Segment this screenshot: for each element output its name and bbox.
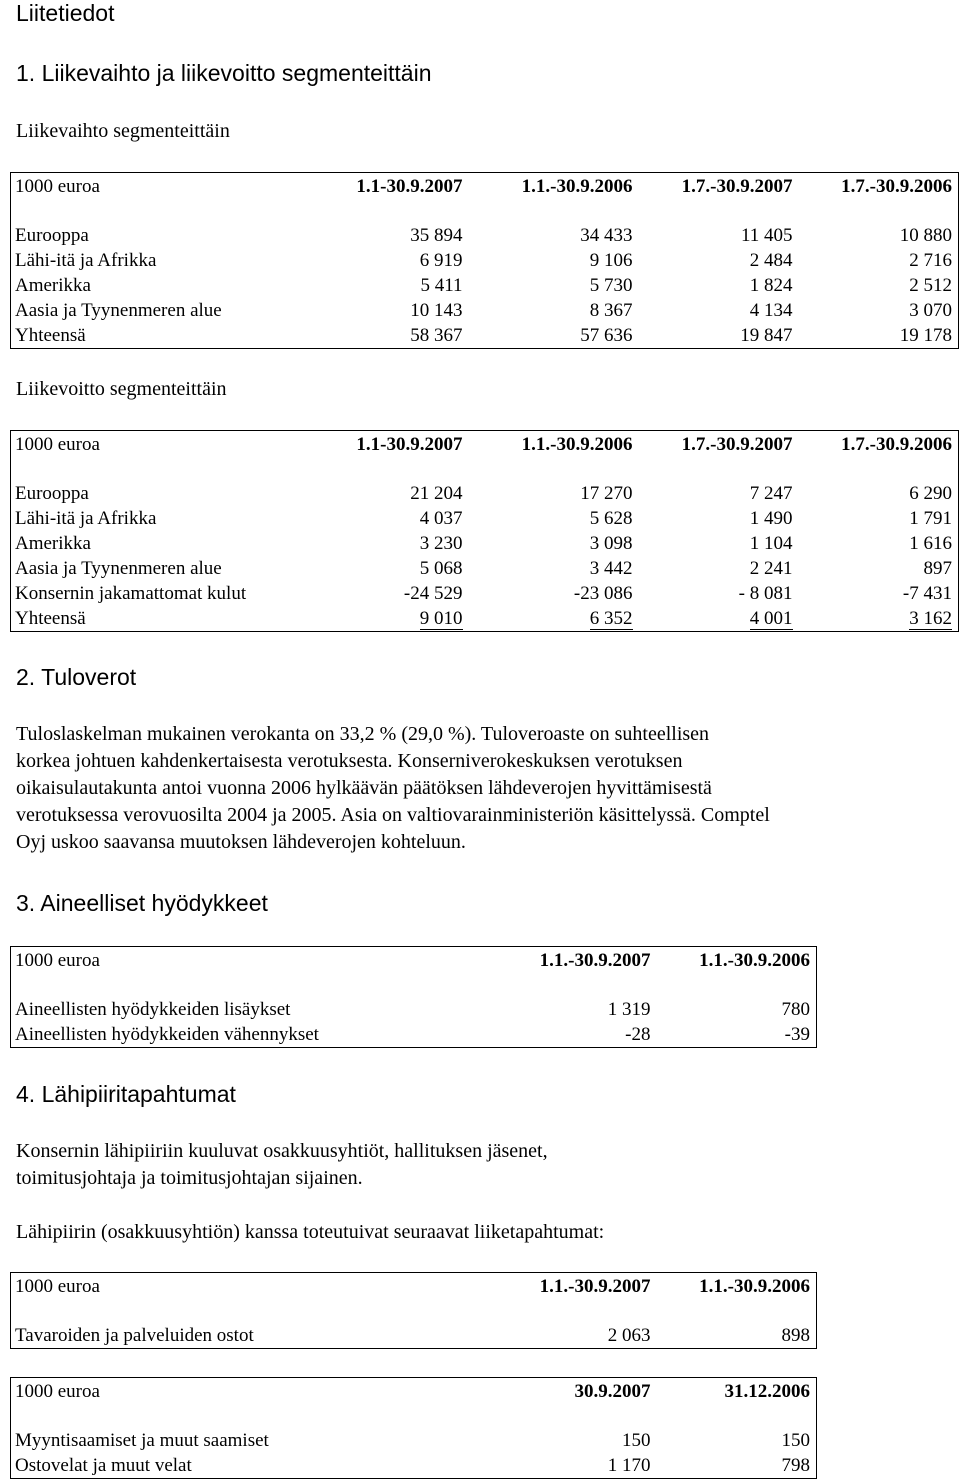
table-row <box>11 1022 817 1048</box>
cell: 3 162 <box>909 608 952 629</box>
header-col: 31.12.2006 <box>724 1380 810 1402</box>
cell: -7 431 <box>902 583 952 604</box>
cell: 1 319 <box>607 999 651 1020</box>
cell: - 8 081 <box>738 583 793 604</box>
row-label: Aasia ja Tyynenmeren alue <box>15 558 222 579</box>
header-unit: 1000 euroa <box>15 1380 100 1402</box>
row-label: Lähi-itä ja Afrikka <box>15 250 157 271</box>
cell: 3 070 <box>909 300 952 321</box>
cell: 6 352 <box>589 608 633 629</box>
header-col: 1.1.-30.9.2007 <box>539 1275 651 1297</box>
cell: 35 894 <box>410 225 463 246</box>
cell: 5 628 <box>589 508 633 529</box>
row-label: Amerikka <box>15 533 91 554</box>
paragraph-line: verotuksessa verovuosilta 2004 ja 2005. Asia on valtiovarainministeriön käsittelyssä. Comptel <box>16 804 770 826</box>
page-title: Liitetiedot <box>16 0 115 26</box>
cell: 2 063 <box>607 1325 651 1346</box>
table-row <box>11 556 959 581</box>
header-col: 1.7.-30.9.2007 <box>681 433 793 455</box>
cell: -39 <box>784 1024 810 1045</box>
cell: 2 241 <box>749 558 793 579</box>
cell: 1 170 <box>607 1455 651 1476</box>
tax-paragraph <box>16 721 946 856</box>
table-row <box>11 997 817 1022</box>
revenue-table <box>10 172 959 349</box>
cell: 1 791 <box>909 508 952 529</box>
header-col: 1.1.-30.9.2006 <box>521 433 633 455</box>
cell: 10 880 <box>899 225 952 246</box>
header-col: 1.7.-30.9.2006 <box>841 175 952 197</box>
cell: 8 367 <box>589 300 633 321</box>
header-col: 1.7.-30.9.2007 <box>681 175 793 197</box>
related-party-paragraph <box>16 1138 916 1192</box>
cell: 9 106 <box>589 250 633 271</box>
table-header-row <box>11 431 959 458</box>
header-col: 1.1.-30.9.2007 <box>539 949 651 971</box>
table-header-row <box>11 173 959 200</box>
header-unit: 1000 euroa <box>15 433 100 455</box>
table-row <box>11 531 959 556</box>
table-header-row <box>11 1273 817 1300</box>
cell: -24 529 <box>403 583 463 604</box>
cell: 34 433 <box>580 225 633 246</box>
header-col: 1.1.-30.9.2006 <box>699 949 810 971</box>
cell: 10 143 <box>410 300 463 321</box>
cell: 19 847 <box>740 325 793 346</box>
cell: 6 290 <box>909 483 952 504</box>
table-row <box>11 1428 817 1453</box>
table-row <box>11 481 959 506</box>
row-label: Eurooppa <box>15 483 89 504</box>
header-col: 1.1.-30.9.2006 <box>699 1275 810 1297</box>
row-label: Eurooppa <box>15 225 89 246</box>
cell: 1 104 <box>749 533 793 554</box>
related-party-balances-table <box>10 1377 817 1479</box>
cell: 6 919 <box>419 250 463 271</box>
section-2-heading: 2. Tuloverot <box>16 664 137 690</box>
cell: 5 068 <box>419 558 463 579</box>
row-label: Aineellisten hyödykkeiden vähennykset <box>15 1024 319 1045</box>
cell: 57 636 <box>580 325 633 346</box>
header-col: 1.1-30.9.2007 <box>356 433 463 455</box>
cell: 5 411 <box>420 275 463 296</box>
table-row <box>11 223 959 248</box>
cell: 780 <box>781 999 810 1020</box>
table-header-row <box>11 1378 817 1405</box>
row-label: Lähi-itä ja Afrikka <box>15 508 157 529</box>
row-label: Ostovelat ja muut velat <box>15 1455 192 1476</box>
cell: 2 512 <box>909 275 952 296</box>
header-unit: 1000 euroa <box>15 1275 100 1297</box>
row-label: Myyntisaamiset ja muut saamiset <box>15 1430 269 1451</box>
paragraph-line: Oyj uskoo saavansa muutoksen lähdeverojen kohteluun. <box>16 831 466 853</box>
header-col: 1.1.-30.9.2006 <box>521 175 633 197</box>
section-1-heading: 1. Liikevaihto ja liikevoitto segmenteittäin <box>16 60 432 86</box>
cell: 3 442 <box>589 558 633 579</box>
section-4-heading: 4. Lähipiiritapahtumat <box>16 1081 236 1107</box>
row-label: Aineellisten hyödykkeiden lisäykset <box>15 999 291 1020</box>
header-unit: 1000 euroa <box>15 949 100 971</box>
table-row <box>11 506 959 531</box>
cell: 19 178 <box>899 325 952 346</box>
cell: 2 484 <box>749 250 793 271</box>
cell: 7 247 <box>749 483 793 504</box>
section-3-heading: 3. Aineelliset hyödykkeet <box>16 890 268 916</box>
row-label: Yhteensä <box>15 608 86 629</box>
related-party-transactions-table <box>10 1272 817 1349</box>
revenue-subtitle: Liikevaihto segmenteittäin <box>16 120 230 142</box>
profit-subtitle: Liikevoitto segmenteittäin <box>16 378 227 400</box>
header-col: 1.1-30.9.2007 <box>356 175 463 197</box>
cell: 4 134 <box>749 300 793 321</box>
cell: 798 <box>781 1455 810 1476</box>
cell: 150 <box>781 1430 810 1451</box>
row-label: Konsernin jakamattomat kulut <box>15 583 247 604</box>
row-label: Tavaroiden ja palveluiden ostot <box>15 1325 254 1346</box>
cell: 4 037 <box>419 508 463 529</box>
table-row <box>11 581 959 606</box>
table-row-total <box>11 606 959 632</box>
cell: 5 730 <box>589 275 633 296</box>
header-col: 1.7.-30.9.2006 <box>841 433 952 455</box>
cell: 21 204 <box>410 483 463 504</box>
table-row <box>11 248 959 273</box>
cell: 897 <box>923 558 952 579</box>
paragraph-line: oikaisulautakunta antoi vuonna 2006 hylkäävän päätöksen lähdeverojen hyvittämisestä <box>16 777 712 799</box>
cell: -23 086 <box>573 583 633 604</box>
cell: 3 098 <box>589 533 633 554</box>
cell: 17 270 <box>580 483 633 504</box>
header-col: 30.9.2007 <box>574 1380 651 1402</box>
related-party-intro: Lähipiirin (osakkuusyhtiön) kanssa toteutuivat seuraavat liiketapahtumat: <box>16 1221 605 1243</box>
cell: 150 <box>622 1430 651 1451</box>
cell: 9 010 <box>419 608 463 629</box>
tangible-assets-table <box>10 946 817 1048</box>
row-label: Yhteensä <box>15 325 86 346</box>
cell: -28 <box>625 1024 651 1045</box>
table-row <box>11 1323 817 1349</box>
paragraph-line: Konsernin lähipiiriin kuuluvat osakkuusyhtiöt, hallituksen jäsenet, <box>16 1140 548 1162</box>
cell: 3 230 <box>419 533 463 554</box>
cell: 898 <box>781 1325 810 1346</box>
paragraph-line: korkea johtuen kahdenkertaisesta verotuksesta. Konserniverokeskuksen verotuksen <box>16 750 683 772</box>
cell: 58 367 <box>410 325 463 346</box>
paragraph-line: Tuloslaskelman mukainen verokanta on 33,2 % (29,0 %). Tuloveroaste on suhteellisen <box>16 723 710 745</box>
cell: 2 716 <box>909 250 952 271</box>
cell: 1 490 <box>749 508 793 529</box>
paragraph-line: toimitusjohtaja ja toimitusjohtajan sijainen. <box>16 1167 363 1189</box>
row-label: Amerikka <box>15 275 91 296</box>
table-row-total <box>11 323 959 349</box>
profit-table <box>10 430 959 632</box>
cell: 4 001 <box>749 608 793 629</box>
cell: 1 824 <box>749 275 793 296</box>
row-label: Aasia ja Tyynenmeren alue <box>15 300 222 321</box>
table-row <box>11 273 959 298</box>
cell: 1 616 <box>909 533 952 554</box>
table-header-row <box>11 947 817 974</box>
table-row <box>11 298 959 323</box>
cell: 11 405 <box>740 225 793 246</box>
header-unit: 1000 euroa <box>15 175 100 197</box>
table-row <box>11 1453 817 1479</box>
